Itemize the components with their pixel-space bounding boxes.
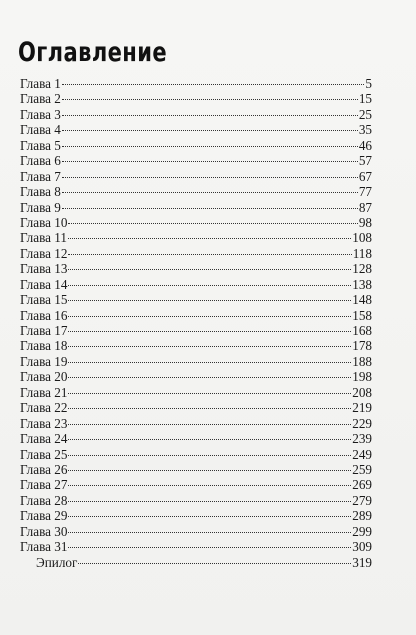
toc-entry-page-number: 15 (358, 91, 372, 107)
toc-entry[interactable] (20, 76, 372, 91)
dot-leader (68, 377, 351, 378)
toc-entry[interactable] (20, 354, 372, 369)
toc-entry-page-number: 57 (358, 153, 372, 169)
toc-entry-label: Эпилог (36, 554, 78, 570)
dot-leader (68, 393, 351, 394)
dot-leader (62, 84, 365, 85)
toc-entry[interactable] (20, 277, 372, 292)
dot-leader (68, 254, 351, 255)
table-of-contents (20, 76, 372, 570)
toc-entry[interactable] (20, 323, 372, 338)
toc-entry-label: Глава 12 (20, 245, 68, 261)
page-title: Оглавление (18, 37, 168, 68)
toc-entry-page-number: 239 (352, 431, 372, 447)
toc-entry-label: Глава 7 (20, 168, 61, 184)
toc-entry-page-number: 148 (352, 292, 372, 308)
toc-entry-label: Глава 6 (20, 153, 61, 169)
dot-leader (68, 285, 351, 286)
toc-entry-page-number: 98 (358, 214, 372, 230)
dot-leader (68, 547, 351, 548)
toc-entry[interactable] (20, 138, 372, 153)
toc-entry[interactable] (20, 524, 372, 539)
toc-entry-label: Глава 25 (20, 446, 68, 462)
toc-entry-label: Глава 2 (20, 91, 61, 107)
toc-entry-page-number: 299 (352, 523, 372, 539)
toc-entry-page-number: 198 (352, 369, 372, 385)
dot-leader (68, 485, 351, 486)
toc-entry-label: Глава 18 (20, 338, 68, 354)
dot-leader (68, 223, 357, 224)
toc-entry[interactable] (20, 200, 372, 215)
toc-entry-page-number: 138 (352, 276, 372, 292)
toc-entry[interactable] (20, 416, 372, 431)
toc-entry-label: Глава 8 (20, 184, 61, 200)
toc-entry-label: Глава 13 (20, 261, 68, 277)
toc-entry-page-number: 25 (358, 106, 372, 122)
toc-entry[interactable] (20, 508, 372, 523)
dot-leader (62, 130, 358, 131)
toc-entry-label: Глава 29 (20, 508, 68, 524)
toc-entry[interactable] (20, 400, 372, 415)
toc-entry[interactable] (20, 292, 372, 307)
dot-leader (68, 424, 351, 425)
toc-entry-label: Глава 24 (20, 431, 68, 447)
toc-entry[interactable] (20, 153, 372, 168)
toc-entry-label: Глава 16 (20, 307, 68, 323)
toc-entry-page-number: 188 (352, 353, 372, 369)
toc-entry[interactable] (20, 431, 372, 446)
toc-entry[interactable] (20, 447, 372, 462)
toc-entry-page-number: 87 (358, 199, 372, 215)
dot-leader (68, 439, 351, 440)
toc-entry-label: Глава 28 (20, 492, 68, 508)
toc-entry-label: Глава 21 (20, 384, 68, 400)
dot-leader (68, 269, 351, 270)
toc-entry-label: Глава 30 (20, 523, 68, 539)
toc-entry-label: Глава 5 (20, 137, 61, 153)
toc-entry-page-number: 279 (352, 492, 372, 508)
toc-entry-page-number: 309 (352, 539, 372, 555)
toc-entry[interactable] (20, 493, 372, 508)
toc-entry-page-number: 35 (358, 122, 372, 138)
toc-entry-label: Глава 1 (20, 76, 61, 91)
toc-entry[interactable] (20, 477, 372, 492)
dot-leader (68, 501, 351, 502)
dot-leader (62, 161, 358, 162)
toc-entry[interactable] (20, 215, 372, 230)
dot-leader (68, 331, 351, 332)
toc-entry-label: Глава 11 (20, 230, 67, 246)
toc-entry[interactable] (20, 555, 372, 570)
toc-entry[interactable] (20, 184, 372, 199)
toc-entry-page-number: 67 (358, 168, 372, 184)
toc-entry[interactable] (20, 169, 372, 184)
toc-entry-label: Глава 27 (20, 477, 68, 493)
toc-entry[interactable] (20, 107, 372, 122)
toc-entry-page-number: 249 (352, 446, 372, 462)
toc-entry-page-number: 46 (358, 137, 372, 153)
toc-entry-page-number: 289 (352, 508, 372, 524)
toc-entry[interactable] (20, 122, 372, 137)
toc-entry[interactable] (20, 230, 372, 245)
dot-leader (68, 470, 351, 471)
toc-entry-page-number: 269 (352, 477, 372, 493)
dot-leader (68, 455, 351, 456)
dot-leader (62, 208, 358, 209)
dot-leader (62, 146, 358, 147)
toc-entry-page-number: 219 (352, 400, 372, 416)
toc-entry-label: Глава 23 (20, 415, 68, 431)
toc-entry-label: Глава 20 (20, 369, 68, 385)
dot-leader (78, 563, 351, 564)
toc-entry-label: Глава 9 (20, 199, 61, 215)
toc-entry[interactable] (20, 91, 372, 106)
toc-entry[interactable] (20, 308, 372, 323)
dot-leader (62, 192, 358, 193)
toc-entry-page-number: 118 (352, 245, 372, 261)
dot-leader (68, 300, 351, 301)
dot-leader (62, 177, 358, 178)
toc-entry-page-number: 259 (352, 461, 372, 477)
toc-entry[interactable] (20, 462, 372, 477)
dot-leader (68, 238, 351, 239)
toc-entry-page-number: 208 (352, 384, 372, 400)
toc-entry-label: Глава 15 (20, 292, 68, 308)
toc-entry-page-number: 229 (352, 415, 372, 431)
toc-entry-label: Глава 26 (20, 461, 68, 477)
toc-entry[interactable] (20, 246, 372, 261)
toc-entry-page-number: 128 (352, 261, 372, 277)
toc-entry-page-number: 319 (352, 554, 372, 570)
toc-entry-page-number: 158 (352, 307, 372, 323)
dot-leader (68, 516, 351, 517)
toc-entry-label: Глава 19 (20, 353, 68, 369)
toc-entry[interactable] (20, 369, 372, 384)
toc-entry-label: Глава 10 (20, 214, 68, 230)
toc-entry[interactable] (20, 338, 372, 353)
dot-leader (62, 115, 358, 116)
toc-entry-page-number: 5 (365, 76, 372, 91)
toc-entry-label: Глава 17 (20, 323, 68, 338)
toc-entry-page-number: 108 (352, 230, 372, 246)
dot-leader (68, 346, 351, 347)
toc-entry-page-number: 178 (352, 338, 372, 354)
dot-leader (68, 362, 351, 363)
toc-entry[interactable] (20, 385, 372, 400)
toc-entry-label: Глава 3 (20, 106, 61, 122)
toc-entry-page-number: 77 (358, 184, 372, 200)
dot-leader (62, 99, 358, 100)
toc-entry-label: Глава 14 (20, 276, 68, 292)
toc-entry-page-number: 168 (352, 323, 372, 338)
toc-entry[interactable] (20, 261, 372, 276)
dot-leader (68, 532, 351, 533)
dot-leader (68, 316, 351, 317)
toc-entry-label: Глава 31 (20, 539, 68, 555)
toc-entry-label: Глава 4 (20, 122, 61, 138)
toc-entry-label: Глава 22 (20, 400, 68, 416)
dot-leader (68, 408, 351, 409)
toc-entry[interactable] (20, 539, 372, 554)
